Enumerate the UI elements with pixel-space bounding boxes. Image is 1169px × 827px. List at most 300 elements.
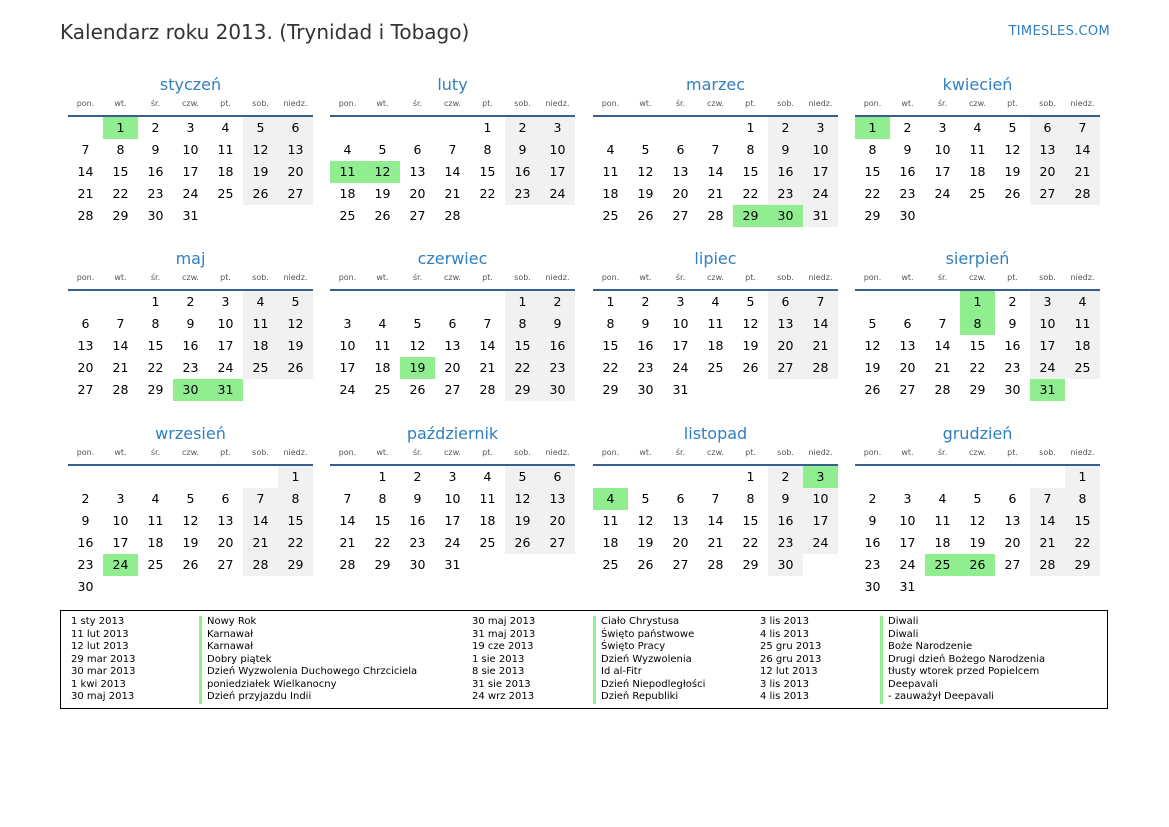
day-cell: 19 — [637, 535, 654, 550]
day-cell: 4 — [606, 142, 615, 157]
day-cell: 6 — [448, 316, 457, 331]
holiday-day-cell: 1 — [855, 117, 890, 139]
day-grid — [330, 291, 575, 401]
holiday-day-cell: 25 — [925, 554, 960, 576]
day-cell: 24 — [803, 183, 838, 205]
day-cell: 28 — [1065, 183, 1100, 205]
day-cell: 30 — [864, 579, 881, 594]
month-calendar — [855, 73, 1100, 227]
weekday-label: pon. — [338, 273, 357, 282]
day-cell: 28 — [707, 557, 724, 572]
day-cell: 15 — [864, 164, 881, 179]
weekday-label: sob. — [514, 273, 531, 282]
day-cell: 23 — [1004, 360, 1021, 375]
weekday-label: pt. — [745, 99, 756, 108]
weekday-label: niedz. — [545, 99, 570, 108]
day-cell: 16 — [147, 164, 164, 179]
day-cell: 13 — [1004, 513, 1021, 528]
day-cell: 7 — [1030, 488, 1065, 510]
day-cell: 25 — [707, 360, 724, 375]
day-cell: 30 — [77, 579, 94, 594]
empty-cell — [698, 466, 733, 488]
day-grid — [593, 466, 838, 576]
day-cell: 20 — [217, 535, 234, 550]
weekday-label: sob. — [1039, 448, 1056, 457]
weekday-header — [593, 97, 838, 117]
day-cell: 20 — [278, 161, 313, 183]
day-cell: 9 — [1008, 316, 1017, 331]
weekday-header — [593, 271, 838, 291]
day-cell: 8 — [1065, 488, 1100, 510]
day-cell: 20 — [540, 510, 575, 532]
day-cell: 26 — [505, 532, 540, 554]
day-cell: 24 — [1030, 357, 1065, 379]
day-cell: 14 — [243, 510, 278, 532]
day-cell: 10 — [1030, 313, 1065, 335]
day-cell: 4 — [711, 294, 720, 309]
day-cell: 13 — [217, 513, 234, 528]
day-cell: 7 — [448, 142, 457, 157]
holiday-date: 24 wrz 2013 — [472, 691, 535, 702]
day-cell: 27 — [444, 382, 461, 397]
day-cell: 25 — [374, 382, 391, 397]
holiday-names-col-1 — [199, 616, 417, 704]
day-cell: 18 — [602, 186, 619, 201]
day-cell: 27 — [1030, 183, 1065, 205]
weekday-label: śr. — [937, 448, 948, 457]
day-cell: 24 — [182, 186, 199, 201]
day-cell: 15 — [1065, 510, 1100, 532]
day-cell: 25 — [602, 208, 619, 223]
day-grid — [593, 291, 838, 401]
holiday-date: 4 lis 2013 — [760, 628, 809, 640]
day-cell: 5 — [413, 316, 422, 331]
month-calendar — [593, 73, 838, 227]
day-cell: 26 — [243, 183, 278, 205]
holiday-dates-col-1 — [71, 616, 136, 704]
day-cell: 3 — [221, 294, 230, 309]
empty-cell — [330, 466, 365, 488]
holiday-name: Diwali — [880, 616, 1045, 629]
day-cell: 13 — [768, 313, 803, 335]
day-cell: 20 — [672, 535, 689, 550]
weekday-label: pon. — [863, 99, 882, 108]
day-cell: 2 — [768, 466, 803, 488]
day-cell: 12 — [637, 164, 654, 179]
weekday-label: czw. — [707, 448, 724, 457]
holiday-date: 31 maj 2013 — [472, 628, 536, 640]
day-cell: 26 — [182, 557, 199, 572]
day-cell: 10 — [803, 488, 838, 510]
day-cell: 27 — [672, 557, 689, 572]
day-cell: 29 — [602, 382, 619, 397]
day-cell: 10 — [899, 513, 916, 528]
day-cell: 18 — [339, 186, 356, 201]
day-cell: 8 — [151, 316, 160, 331]
day-cell: 14 — [934, 338, 951, 353]
day-cell: 22 — [742, 535, 759, 550]
day-cell: 20 — [899, 360, 916, 375]
weekday-label: śr. — [675, 448, 686, 457]
day-cell: 8 — [606, 316, 615, 331]
empty-cell — [68, 466, 103, 488]
day-cell: 1 — [378, 469, 387, 484]
empty-cell — [855, 466, 890, 488]
day-cell: 18 — [707, 338, 724, 353]
weekday-label: wt. — [901, 99, 914, 108]
holiday-date: 11 lut 2013 — [71, 628, 129, 640]
holiday-day-cell: 29 — [733, 205, 768, 227]
empty-cell — [663, 117, 698, 139]
day-cell: 23 — [637, 360, 654, 375]
holiday-name: Dzień przyjazdu Indii — [199, 691, 417, 704]
day-cell: 26 — [278, 357, 313, 379]
day-cell: 8 — [378, 491, 387, 506]
empty-cell — [925, 466, 960, 488]
weekday-label: śr. — [937, 273, 948, 282]
day-cell: 13 — [672, 164, 689, 179]
weekday-label: sob. — [514, 448, 531, 457]
weekday-label: śr. — [937, 99, 948, 108]
day-cell: 29 — [278, 554, 313, 576]
empty-cell — [470, 291, 505, 313]
weekday-label: czw. — [969, 273, 986, 282]
day-cell: 17 — [672, 338, 689, 353]
holiday-date: 25 gru 2013 — [760, 641, 822, 652]
day-cell: 7 — [483, 316, 492, 331]
page-title: Kalendarz roku 2013. (Trynidad i Tobago) — [60, 20, 470, 44]
day-cell: 15 — [969, 338, 986, 353]
day-cell: 27 — [409, 208, 426, 223]
day-cell: 7 — [711, 142, 720, 157]
weekday-label: śr. — [412, 99, 423, 108]
month-calendar — [68, 247, 313, 401]
holiday-day-cell: 1 — [960, 291, 995, 313]
day-cell: 10 — [339, 338, 356, 353]
day-cell: 16 — [409, 513, 426, 528]
day-cell: 4 — [343, 142, 352, 157]
day-cell: 31 — [803, 205, 838, 227]
day-cell: 13 — [409, 164, 426, 179]
day-cell: 6 — [676, 491, 685, 506]
day-cell: 22 — [742, 186, 759, 201]
day-cell: 26 — [374, 208, 391, 223]
day-cell: 10 — [112, 513, 129, 528]
empty-cell — [593, 117, 628, 139]
empty-cell — [628, 117, 663, 139]
day-cell: 11 — [602, 513, 619, 528]
weekday-label: śr. — [412, 273, 423, 282]
weekday-label: czw. — [444, 273, 461, 282]
weekday-label: pt. — [220, 448, 231, 457]
day-cell: 18 — [217, 164, 234, 179]
day-cell: 6 — [278, 117, 313, 139]
day-cell: 6 — [676, 142, 685, 157]
weekday-label: czw. — [444, 99, 461, 108]
day-cell: 18 — [1065, 335, 1100, 357]
weekday-label: wt. — [639, 99, 652, 108]
day-cell: 16 — [864, 535, 881, 550]
weekday-header — [593, 446, 838, 466]
day-cell: 14 — [112, 338, 129, 353]
day-cell: 15 — [479, 164, 496, 179]
day-cell: 25 — [969, 186, 986, 201]
day-cell: 4 — [973, 120, 982, 135]
day-grid — [68, 291, 313, 401]
day-cell: 20 — [1004, 535, 1021, 550]
day-cell: 22 — [479, 186, 496, 201]
day-cell: 2 — [151, 120, 160, 135]
day-cell: 18 — [934, 535, 951, 550]
weekday-label: sob. — [252, 448, 269, 457]
holiday-day-cell: 8 — [960, 313, 995, 335]
day-grid — [68, 466, 313, 598]
holiday-date: 1 sty 2013 — [71, 616, 125, 627]
month-name: listopad — [683, 424, 748, 443]
day-cell: 14 — [1065, 139, 1100, 161]
month-name: grudzień — [942, 424, 1013, 443]
weekday-label: śr. — [150, 273, 161, 282]
day-cell: 4 — [378, 316, 387, 331]
day-cell: 17 — [112, 535, 129, 550]
day-cell: 8 — [746, 142, 755, 157]
day-cell: 23 — [77, 557, 94, 572]
day-cell: 31 — [444, 557, 461, 572]
day-cell: 5 — [746, 294, 755, 309]
day-cell: 23 — [768, 183, 803, 205]
day-cell: 30 — [147, 208, 164, 223]
day-cell: 10 — [803, 139, 838, 161]
holiday-day-cell: 1 — [103, 117, 138, 139]
weekday-label: śr. — [150, 448, 161, 457]
day-cell: 25 — [339, 208, 356, 223]
day-cell: 27 — [217, 557, 234, 572]
day-cell: 27 — [899, 382, 916, 397]
day-cell: 3 — [540, 117, 575, 139]
day-cell: 9 — [151, 142, 160, 157]
empty-cell — [855, 291, 890, 313]
weekday-label: wt. — [114, 99, 127, 108]
day-cell: 16 — [1004, 338, 1021, 353]
empty-cell — [1030, 466, 1065, 488]
day-cell: 10 — [934, 142, 951, 157]
day-cell: 7 — [116, 316, 125, 331]
weekday-label: wt. — [901, 448, 914, 457]
day-cell: 3 — [448, 469, 457, 484]
day-cell: 23 — [147, 186, 164, 201]
empty-cell — [400, 291, 435, 313]
weekday-label: pt. — [745, 273, 756, 282]
day-cell: 21 — [339, 535, 356, 550]
day-cell: 2 — [413, 469, 422, 484]
day-cell: 1 — [483, 120, 492, 135]
holiday-date: 30 mar 2013 — [71, 666, 136, 677]
day-cell: 19 — [243, 161, 278, 183]
day-cell: 13 — [672, 513, 689, 528]
month-calendar — [68, 422, 313, 598]
empty-cell — [995, 466, 1030, 488]
day-cell: 2 — [868, 491, 877, 506]
day-cell: 18 — [479, 513, 496, 528]
day-cell: 17 — [217, 338, 234, 353]
day-cell: 24 — [217, 360, 234, 375]
day-cell: 21 — [112, 360, 129, 375]
weekday-label: pon. — [863, 448, 882, 457]
day-cell: 24 — [803, 532, 838, 554]
day-cell: 27 — [768, 357, 803, 379]
day-cell: 12 — [742, 316, 759, 331]
day-cell: 4 — [1065, 291, 1100, 313]
empty-cell — [890, 291, 925, 313]
day-cell: 19 — [182, 535, 199, 550]
weekday-label: pon. — [76, 448, 95, 457]
day-cell: 18 — [374, 360, 391, 375]
day-cell: 28 — [243, 554, 278, 576]
day-cell: 29 — [147, 382, 164, 397]
weekday-label: wt. — [376, 448, 389, 457]
holiday-name: Dzień Niepodległości — [593, 679, 705, 692]
holiday-name: Boże Narodzenie — [880, 641, 1045, 654]
day-cell: 16 — [77, 535, 94, 550]
day-cell: 14 — [77, 164, 94, 179]
month-calendar — [330, 247, 575, 401]
brand-link[interactable]: TIMESLES.COM — [1008, 24, 1110, 39]
day-cell: 28 — [77, 208, 94, 223]
day-cell: 25 — [479, 535, 496, 550]
day-cell: 5 — [243, 117, 278, 139]
month-calendar — [855, 247, 1100, 401]
day-cell: 23 — [540, 357, 575, 379]
empty-cell — [365, 291, 400, 313]
day-cell: 22 — [864, 186, 881, 201]
weekday-label: pon. — [601, 99, 620, 108]
day-cell: 3 — [186, 120, 195, 135]
holiday-date: 30 maj 2013 — [472, 616, 536, 627]
month-name: marzec — [685, 75, 745, 94]
day-cell: 18 — [969, 164, 986, 179]
day-cell: 15 — [505, 335, 540, 357]
holiday-date: 26 gru 2013 — [760, 653, 822, 665]
day-cell: 1 — [505, 291, 540, 313]
day-cell: 7 — [938, 316, 947, 331]
weekday-label: sob. — [252, 99, 269, 108]
day-cell: 4 — [221, 120, 230, 135]
holiday-name: Nowy Rok — [199, 616, 417, 629]
day-cell: 24 — [540, 183, 575, 205]
holiday-name: Deepavali — [880, 679, 1045, 692]
month-calendar — [593, 247, 838, 401]
month-calendar — [68, 73, 313, 227]
day-cell: 12 — [637, 513, 654, 528]
weekday-label: sob. — [777, 99, 794, 108]
day-cell: 26 — [637, 557, 654, 572]
holiday-day-cell: 3 — [803, 466, 838, 488]
day-cell: 6 — [81, 316, 90, 331]
day-cell: 12 — [278, 313, 313, 335]
weekday-label: niedz. — [283, 99, 308, 108]
empty-cell — [435, 291, 470, 313]
holiday-date: 4 lis 2013 — [760, 691, 809, 702]
empty-cell — [103, 291, 138, 313]
holiday-names-col-2 — [593, 616, 705, 704]
weekday-label: niedz. — [545, 448, 570, 457]
weekday-label: sob. — [514, 99, 531, 108]
day-cell: 9 — [540, 313, 575, 335]
holiday-name: Id al-Fitr — [593, 666, 705, 679]
day-cell: 25 — [217, 186, 234, 201]
day-cell: 3 — [343, 316, 352, 331]
weekday-label: pt. — [482, 99, 493, 108]
weekday-label: pon. — [863, 273, 882, 282]
day-cell: 20 — [77, 360, 94, 375]
weekday-header — [68, 97, 313, 117]
day-cell: 15 — [112, 164, 129, 179]
day-cell: 11 — [707, 316, 724, 331]
weekday-label: pt. — [220, 99, 231, 108]
holiday-day-cell: 19 — [400, 357, 435, 379]
weekday-header — [855, 97, 1100, 117]
empty-cell — [890, 466, 925, 488]
day-cell: 6 — [413, 142, 422, 157]
empty-cell — [330, 117, 365, 139]
holiday-date: 1 kwi 2013 — [71, 678, 126, 690]
holiday-day-cell: 24 — [103, 554, 138, 576]
weekday-label: pon. — [601, 273, 620, 282]
day-cell: 8 — [746, 491, 755, 506]
day-cell: 26 — [742, 360, 759, 375]
day-cell: 7 — [343, 491, 352, 506]
day-cell: 14 — [444, 164, 461, 179]
weekday-label: śr. — [675, 99, 686, 108]
day-cell: 1 — [278, 466, 313, 488]
day-cell: 12 — [409, 338, 426, 353]
holiday-day-cell: 11 — [330, 161, 365, 183]
day-cell: 19 — [1004, 164, 1021, 179]
holiday-name: Dzień Wyzwolenia Duchowego Chrzciciela — [199, 666, 417, 679]
day-cell: 14 — [803, 313, 838, 335]
month-name: kwiecień — [942, 75, 1013, 94]
empty-cell — [103, 466, 138, 488]
day-cell: 4 — [151, 491, 160, 506]
holiday-date: 1 sie 2013 — [472, 653, 525, 665]
holiday-date: 8 sie 2013 — [472, 666, 525, 677]
month-name: maj — [175, 249, 206, 268]
day-cell: 28 — [479, 382, 496, 397]
day-cell: 23 — [864, 557, 881, 572]
day-cell: 9 — [641, 316, 650, 331]
day-cell: 15 — [147, 338, 164, 353]
weekday-label: wt. — [901, 273, 914, 282]
holiday-names-col-3 — [880, 616, 1045, 704]
weekday-label: wt. — [114, 273, 127, 282]
holiday-date: 3 lis 2013 — [760, 678, 809, 690]
day-cell: 11 — [1065, 313, 1100, 335]
weekday-label: wt. — [376, 99, 389, 108]
day-cell: 2 — [641, 294, 650, 309]
day-cell: 6 — [903, 316, 912, 331]
weekday-label: niedz. — [283, 448, 308, 457]
holiday-name: Karnawał — [199, 641, 417, 654]
day-cell: 25 — [147, 557, 164, 572]
day-cell: 23 — [768, 532, 803, 554]
holiday-name: poniedziałek Wielkanocny — [199, 679, 417, 692]
weekday-header — [330, 446, 575, 466]
day-cell: 17 — [1030, 335, 1065, 357]
day-cell: 31 — [672, 382, 689, 397]
day-cell: 23 — [505, 183, 540, 205]
day-grid — [855, 291, 1100, 401]
day-cell: 25 — [243, 357, 278, 379]
